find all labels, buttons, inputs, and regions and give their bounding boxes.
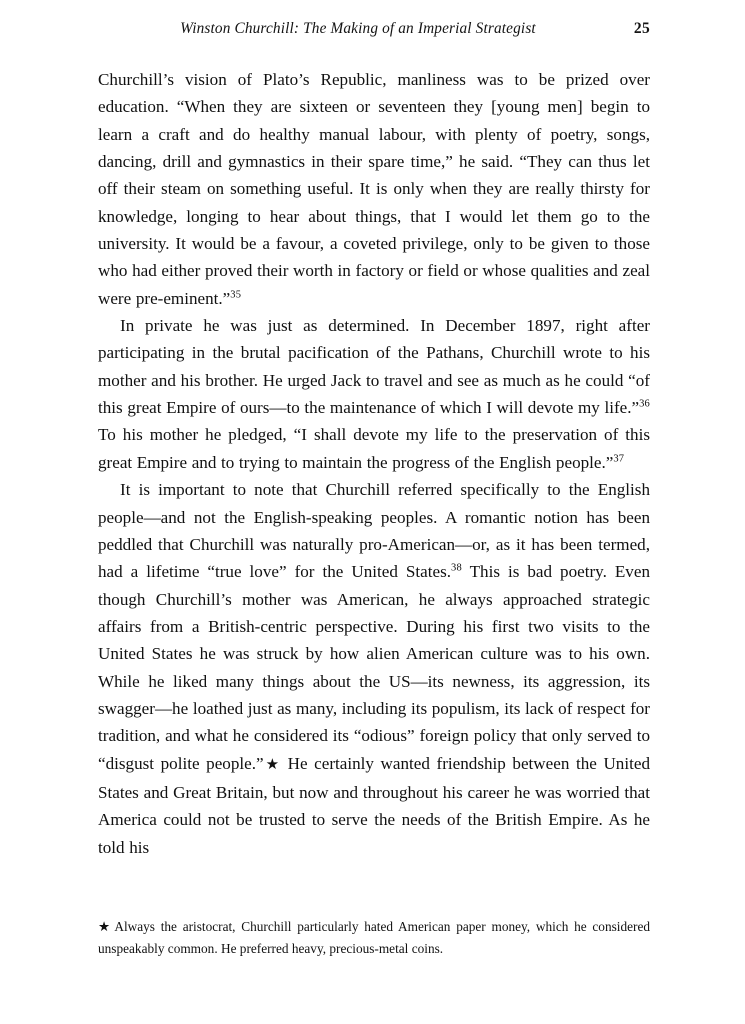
paragraph-text-part-1: In private he was just as determined. In December 1897, right after participating in the brutal pacification of the Pathans, Churchill wrote to his mother and his brother. He urged Jack to travel and see as much as he could “of this great Empire of ours—to the maintenance of which I will devote my life.”: [98, 316, 650, 418]
footnote-text: Always the aristocrat, Churchill particularly hated American paper money, which he considered unspeakably common. He preferred heavy, precious-metal coins.: [98, 919, 650, 956]
footnote-reference-38[interactable]: 38: [451, 562, 462, 574]
paragraph-in-private: [98, 312, 650, 476]
footnote-block: [98, 916, 650, 959]
paragraph-plato-republic: [98, 66, 650, 312]
body-text-block: [98, 66, 650, 861]
paragraph-text-part-2: To his mother he pledged, “I shall devote my life to the preservation of this great Empire and to trying to maintain the progress of the English people.”: [98, 425, 650, 472]
paragraph-text-part-2: This is bad poetry. Even though Churchill’s mother was American, he always approached strategic affairs from a British-centric perspective. During his first two visits to the United States he was struck by how alien American culture was to his own. While he liked many things about the US—its newness, its aggression, its swagger—he loathed just as many, including its populism, its lack of respect for tradition, and what he considered its “odious” foreign policy that only served to “disgust polite people.”: [98, 562, 650, 773]
running-head: [98, 20, 650, 46]
footnote-reference-asterisk[interactable]: ★: [263, 756, 282, 773]
paragraph-text-part-3: He certainly wanted friendship between the United States and Great Britain, but now and throughout his career he was worried that America could not be trusted to serve the needs of the British Empire. As he told his: [98, 753, 650, 857]
footnote-marker-asterisk: ★: [98, 919, 113, 934]
paragraph-text: Churchill’s vision of Plato’s Republic, manliness was to be prized over education. “When they are sixteen or seventeen they [young men] begin to learn a craft and do healthy manual labour, with plenty of poetry, songs, dancing, drill and gymnastics in their spare time,” he said. “They can thus let off their steam on something useful. It is only when they are really thirsty for knowledge, longing to hear about things, that I would let them go to the university. It would be a favour, a coveted privilege, only to be given to those who had either proved their worth in factory or field or whose qualities and zeal were pre-eminent.”: [98, 70, 650, 308]
paragraph-english-people: [98, 476, 650, 861]
page-number: 25: [633, 20, 650, 37]
footnote-entry: [98, 916, 650, 959]
footnote-reference-36[interactable]: 36: [639, 398, 650, 410]
footnote-reference-37[interactable]: 37: [613, 453, 625, 465]
paragraph-text-part-1: It is important to note that Churchill referred specifically to the English people—and not the English-speaking peoples. A romantic notion has been peddled that Churchill was naturally pro-American—or, as it has been termed, had a lifetime “true love” for the United States.: [98, 480, 650, 582]
footnote-reference-35[interactable]: 35: [230, 289, 242, 301]
running-head-title: Winston Churchill: The Making of an Imperial Strategist: [180, 20, 536, 37]
